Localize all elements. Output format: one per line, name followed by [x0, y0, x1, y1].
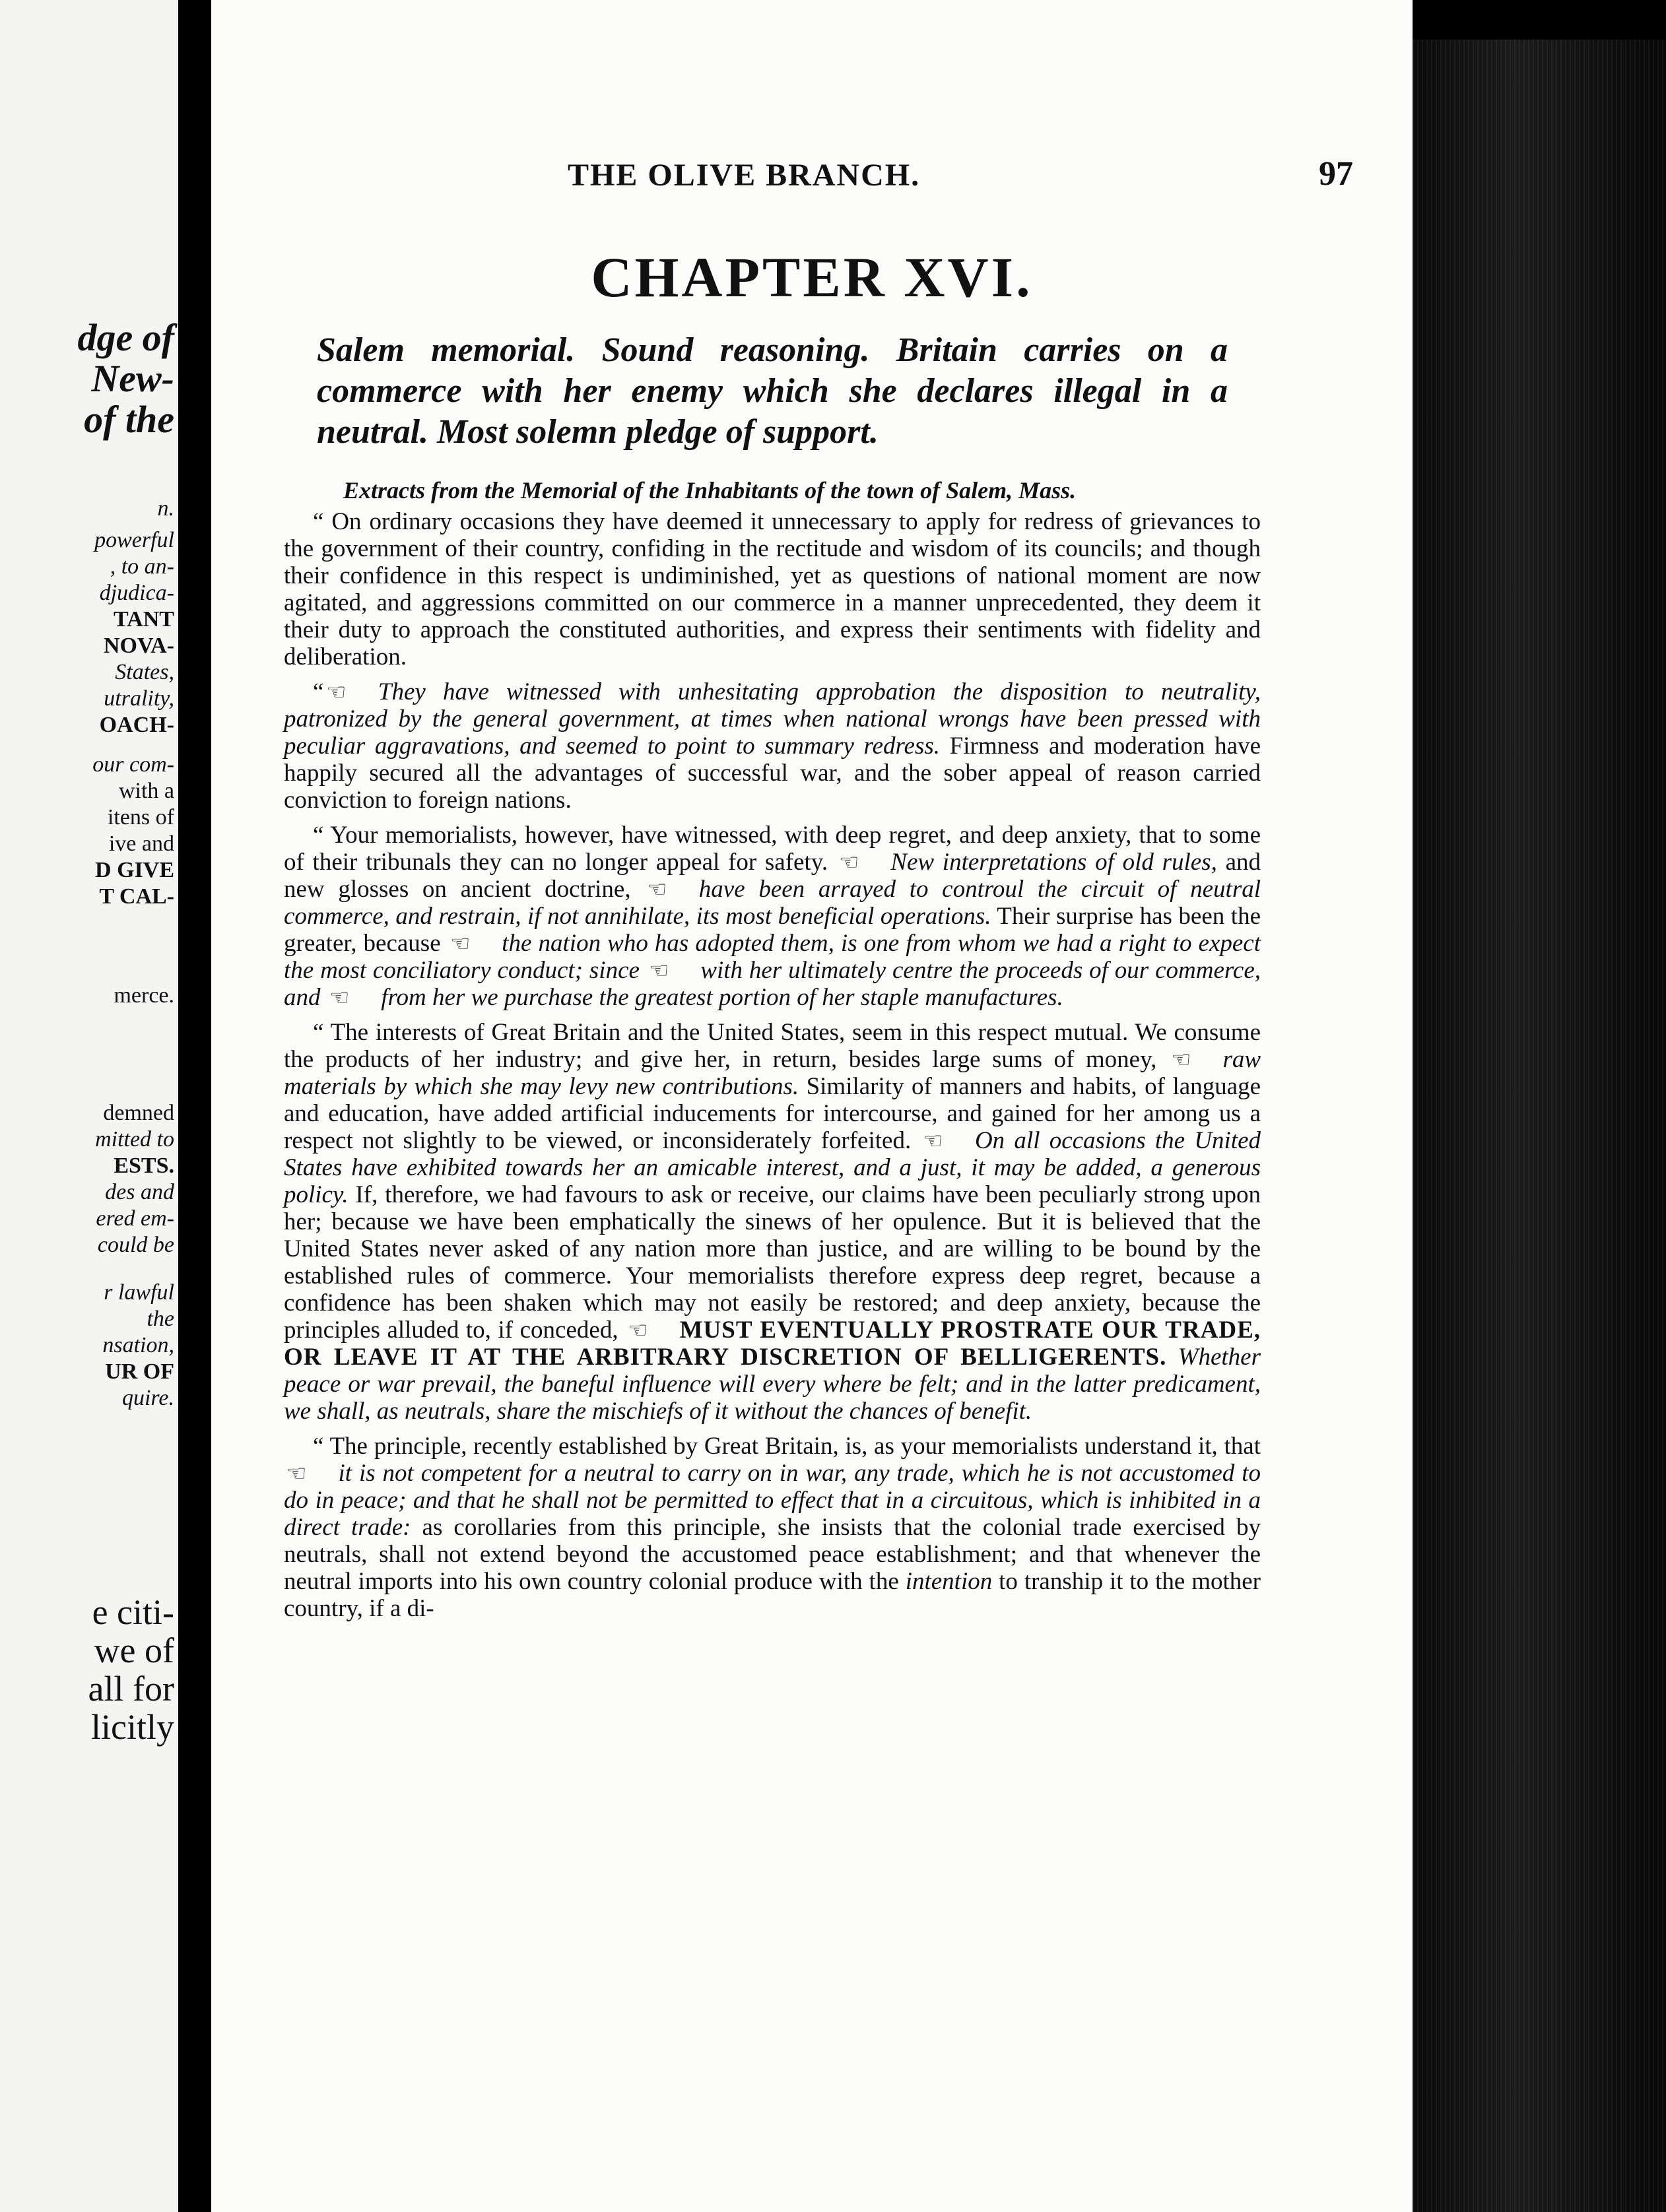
extract-heading: Extracts from the Memorial of the Inhabitants of the town of Salem, Mass.: [343, 477, 1077, 504]
left-page-fragment-line: itens of: [107, 805, 174, 830]
left-page-fragment-line: States,: [115, 660, 174, 684]
memorial-text: [284, 508, 1261, 1630]
page-edge-stack: [1413, 40, 1666, 2212]
paragraph-4-italic-d: On all occasions the United States have exhibited towards her an amicable interest, and a just, it may be added, a generous policy.: [284, 1127, 1261, 1208]
chapter-summary: Salem memorial. Sound reasoning. Britain carries on a commerce with her enemy which she declares illegal in a neutral. Most solemn pledge of support.: [317, 331, 1228, 451]
left-page-fragment-line: utrality,: [104, 686, 174, 711]
left-page-fragment-line: the: [147, 1307, 174, 1331]
paragraph-3-italic-g: with her ultimately centre the proceeds of our commerce, and: [284, 957, 1261, 1011]
left-page-fragment-line: mitted to: [95, 1127, 174, 1152]
paragraph-2-italic: They have witnessed with unhesitating approbation the disposition to neutrality, patronized by the general government, at times when national wrongs have been pressed with peculiar aggravations, and seemed to point to summary redress.: [284, 678, 1261, 760]
left-page-fragment-line: could be: [97, 1233, 174, 1257]
paragraph-5-text-e: to tranship it to the mother country, if a di-: [284, 1568, 1261, 1622]
left-page-fragment-line: NOVA-: [103, 634, 174, 658]
paragraph-3-text-e: Their surprise has been the greater, because: [284, 903, 1261, 957]
pointing-hand-icon: ☞: [286, 1462, 307, 1486]
left-page-fragment-line: n.: [157, 496, 174, 521]
page-number: 97: [1319, 155, 1353, 193]
paragraph-3-text-a: “ Your memorialists, however, have witnessed, with deep regret, and deep anxiety, that to some of their tribunals they can no longer appeal for safety.: [284, 822, 1261, 876]
left-page-fragment-line: des and: [105, 1180, 174, 1204]
pointing-hand-icon: ☞: [647, 878, 667, 902]
left-page-fragment: [0, 0, 178, 2212]
paragraph-5: [284, 1433, 1261, 1622]
left-page-fragment-line: merce.: [114, 983, 174, 1008]
left-page-fragment-line: r lawful: [104, 1280, 174, 1305]
paragraph-4-italic-g: Whether peace or war prevail, the baneful influence will every where be felt; and in the latter predicament, we shall, as neutrals, share the mischiefs of it without the chances of benefit.: [284, 1344, 1261, 1425]
paragraph-1-text: “ On ordinary occasions they have deemed it unnecessary to apply for redress of grievances to the government of their country, confiding in the rectitude and wisdom of its councils; and though their confidence in this respect is undiminished, yet as questions of national moment are now agitated, and aggressions committed on our commerce in a manner unprecedented, they deem it their duty to approach the constituted authorities, and express their sentiments with fidelity and deliberation.: [284, 508, 1261, 670]
paragraph-3: [284, 822, 1261, 1011]
left-page-fragment-line: , to an-: [110, 554, 174, 579]
left-page-fragment-line: OACH-: [99, 713, 174, 737]
left-page-fragment-line: T CAL-: [99, 884, 174, 909]
paragraph-4: [284, 1019, 1261, 1425]
pointing-hand-icon: ☞: [1170, 1048, 1191, 1072]
left-page-fragment-line: New-: [91, 357, 174, 400]
pointing-hand-icon: ☞: [450, 932, 471, 956]
paragraph-4-text-e: If, therefore, we had favours to ask or receive, our claims have been peculiarly strong upon her; because we have been emphatically the sinews of her opulence. But it is believed that the United States never asked of any nation more than justice, and are willing to be bound by the established rules of commerce. Your memorialists therefore express deep regret, because a confidence has been shaken which may not easily be restored; and deep anxiety, because the principles alluded to, if conceded,: [284, 1181, 1261, 1344]
left-page-fragment-line: demned: [103, 1101, 174, 1125]
left-page-fragment-line: quire.: [121, 1386, 174, 1410]
left-page-fragment-line: djudica-: [99, 581, 174, 605]
left-page-fragment-line: ESTS.: [114, 1154, 174, 1178]
paragraph-5-text-c: as corollaries from this principle, she insists that the colonial trade exercised by neutrals, shall not extend beyond the accustomed peace establishment; and that whenever the neutral imports into his own country colonial produce with the: [284, 1514, 1261, 1595]
left-page-fragment-line: e citi-: [92, 1592, 174, 1632]
paragraph-5-italic-d: intention: [905, 1568, 993, 1595]
pointing-hand-icon: ☞: [923, 1129, 943, 1154]
paragraph-4-italic-b: raw materials by which she may levy new contributions.: [284, 1046, 1261, 1100]
paragraph-4-caps: MUST EVENTUALLY PROSTRATE OUR TRADE, OR LEAVE IT AT THE ARBITRARY DISCRETION OF BELLIGERENTS.: [284, 1317, 1261, 1371]
pointing-hand-icon: ☞: [329, 986, 350, 1010]
paragraph-2-quote: “: [313, 678, 324, 705]
paragraph-2: [284, 678, 1261, 814]
page-header: [356, 157, 1373, 210]
left-page-fragment-line: our com-: [92, 752, 174, 777]
pointing-hand-icon: ☞: [628, 1318, 648, 1343]
chapter-title: CHAPTER XVI.: [591, 245, 1033, 309]
paragraph-1: [284, 508, 1261, 670]
left-page-fragment-line: we of: [94, 1631, 174, 1670]
paragraph-3-italic-d: have been arrayed to controul the circuit of neutral commerce, and restrain, if not annihilate, its most beneficial operations.: [284, 876, 1261, 930]
paragraph-5-italic-b: it is not competent for a neutral to carry on in war, any trade, which he is not accustomed to do in peace; and that he shall not be permitted to effect that in a circuitous, which is inhibited in a direct trade:: [284, 1460, 1261, 1541]
pointing-hand-icon: ☞: [838, 851, 859, 875]
left-page-fragment-line: nsation,: [102, 1333, 174, 1357]
left-page-fragment-line: licitly: [91, 1707, 174, 1747]
paragraph-4-text-a: “ The interests of Great Britain and the United States, seem in this respect mutual. We consume the products of her industry; and give her, in return, besides large sums of money,: [284, 1019, 1261, 1073]
left-page-fragment-line: powerful: [94, 528, 174, 552]
paragraph-3-italic-b: New interpretations of old rules,: [890, 849, 1217, 876]
left-page-fragment-line: ive and: [108, 831, 174, 856]
pointing-hand-icon: ☞: [326, 680, 347, 705]
paragraph-3-italic-f: the nation who has adopted them, is one from whom we had a right to expect the most conciliatory conduct; since: [284, 930, 1261, 984]
paragraph-4-text-c: Similarity of manners and habits, of language and education, have added artificial inducements for intercourse, and gained for her among us a respect not slightly to be viewed, or inconsiderately forfeited.: [284, 1073, 1261, 1154]
left-page-fragment-line: D GIVE: [95, 858, 174, 882]
paragraph-3-italic-h: from her we purchase the greatest portion of her staple manufactures.: [381, 984, 1063, 1011]
left-page-fragment-line: UR OF: [105, 1359, 174, 1384]
paragraph-2-text: Firmness and moderation have happily secured all the advantages of successful war, and the sober appeal of reason carried conviction to foreign nations.: [284, 732, 1261, 814]
left-page-fragment-line: ered em-: [96, 1206, 174, 1231]
paragraph-5-text-a: “ The principle, recently established by Great Britain, is, as your memorialists understand it, that: [313, 1433, 1261, 1460]
running-title: THE OLIVE BRANCH.: [568, 158, 921, 193]
left-page-fragment-line: of the: [84, 398, 174, 441]
left-page-fragment-line: TANT: [114, 607, 174, 632]
left-page-fragment-line: with a: [118, 779, 174, 803]
left-gutter: [178, 0, 211, 2212]
pointing-hand-icon: ☞: [648, 959, 669, 983]
left-page-fragment-line: dge of: [77, 316, 174, 359]
paragraph-3-text-c: and new glosses on ancient doctrine,: [284, 849, 1261, 903]
left-page-fragment-line: all for: [88, 1669, 174, 1708]
